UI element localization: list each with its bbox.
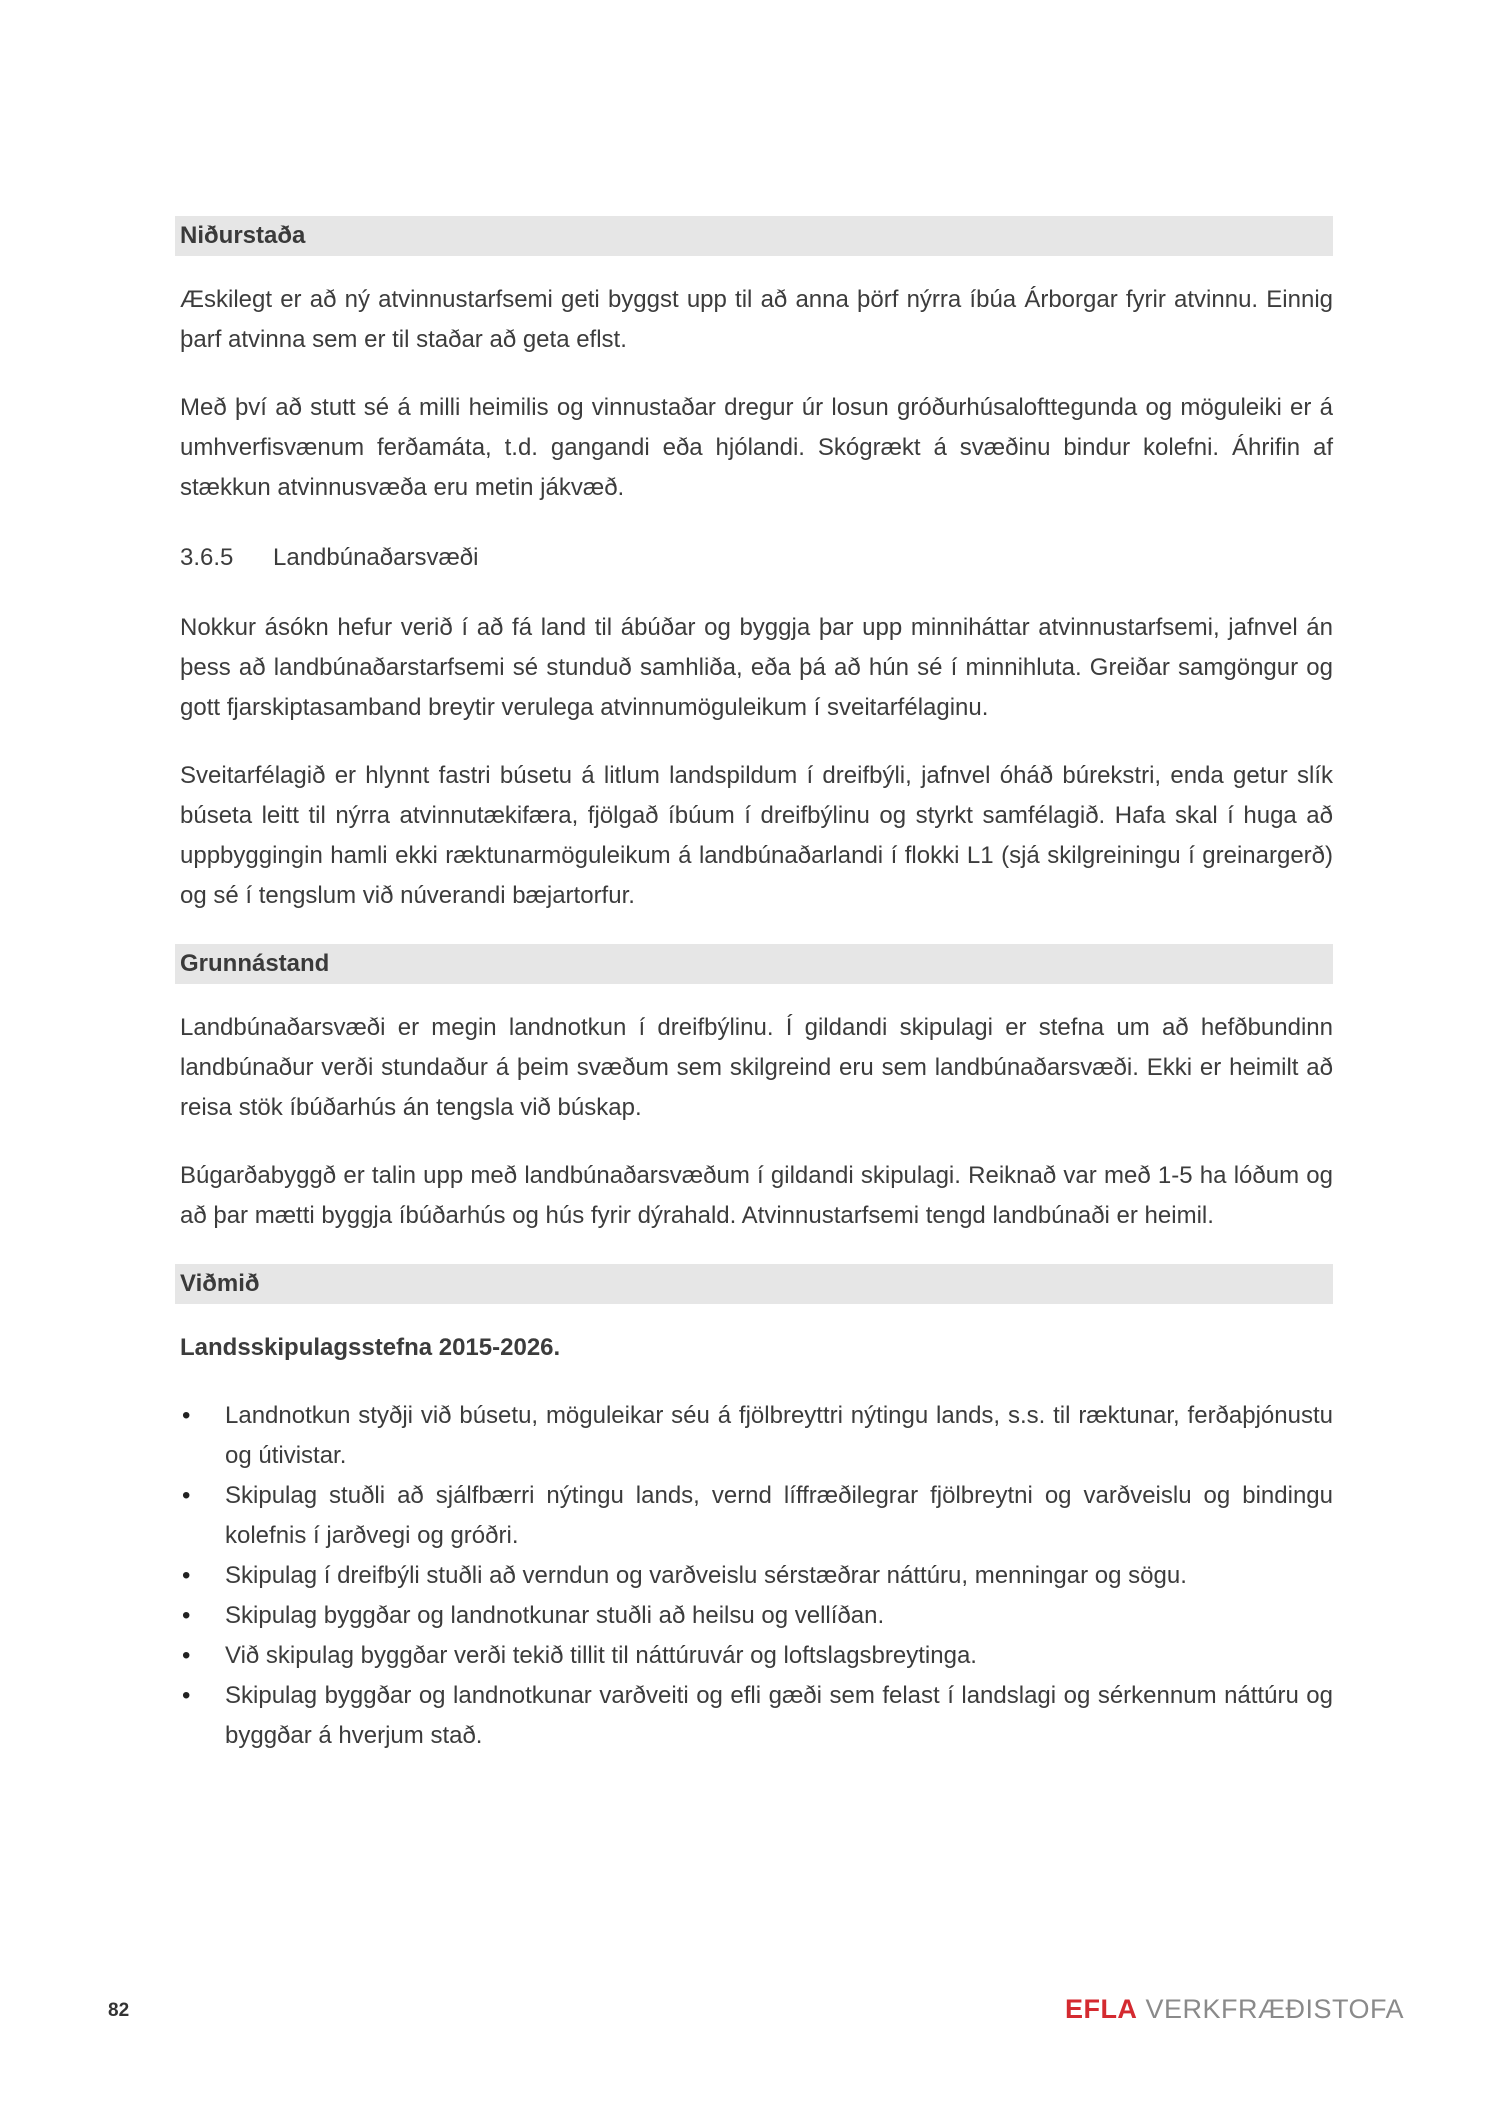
subsection-heading [175,538,1333,578]
list-item-text: Skipulag byggðar og landnotkunar stuðli að heilsu og vellíðan. [225,1602,885,1629]
bullet-icon: • [182,1602,191,1629]
list-item [175,1556,1333,1596]
paragraph: Sveitarfélagið er hlynnt fastri búsetu á litlum landspildum í dreifbýli, jafnvel óháð búrekstri, enda getur slík búseta leitt til nýrra atvinnutækifæra, fjölgað íbúum í dreifbýlinu og styrkt samfélagið. Hafa skal í huga að uppbyggingin hamli ekki ræktunarmöguleikum á landbúnaðarlandi í flokki L1 (sjá skilgreiningu í greinargerð) og sé í tengslum við núverandi bæjartorfur. [180,762,1333,909]
list-item [175,1396,1333,1476]
bullet-icon: • [182,1642,191,1669]
brand-logo [1065,1994,1404,2025]
bullet-icon: • [182,1562,191,1589]
page-number: 82 [108,2000,130,2021]
section-heading-grunnastand: Grunnástand [175,944,1333,984]
paragraph: Æskilegt er að ný atvinnustarfsemi geti byggst upp til að anna þörf nýrra íbúa Árborgar fyrir atvinnu. Einnig þarf atvinna sem er til staðar að geta eflst. [180,286,1333,353]
list-item-text: Við skipulag byggðar verði tekið tillit til náttúruvár og loftslagsbreytinga. [225,1642,977,1669]
paragraph: Landbúnaðarsvæði er megin landnotkun í dreifbýlinu. Í gildandi skipulagi er stefna um að hefðbundinn landbúnaður verði stundaður á þeim svæðum sem skilgreind eru sem landbúnaðarsvæði. Ekki er heimilt að reisa stök íbúðarhús án tengsla við búskap. [180,1014,1333,1121]
section-heading-nidurstada: Niðurstaða [175,216,1333,256]
brand-name: EFLA [1064,1994,1138,2024]
bullet-icon: • [182,1682,191,1709]
page-content [175,216,1333,1756]
list-item-text: Skipulag byggðar og landnotkunar varðveiti og efli gæði sem felast í landslagi og sérkennum náttúru og byggðar á hverjum stað. [225,1682,1333,1749]
paragraph: Nokkur ásókn hefur verið í að fá land til ábúðar og byggja þar upp minniháttar atvinnustarfsemi, jafnvel án þess að landbúnaðarstarfsemi sé stunduð samhliða, eða þá að hún sé í minnihluta. Greiðar samgöngur og gott fjarskiptasamband breytir verulega atvinnumöguleikum í sveitarfélaginu. [180,614,1333,721]
bullet-icon: • [182,1482,191,1509]
bullet-icon: • [182,1402,191,1429]
list-item [175,1676,1333,1756]
paragraph: Búgarðabyggð er talin upp með landbúnaðarsvæðum í gildandi skipulagi. Reiknað var með 1-5 ha lóðum og að þar mætti byggja íbúðarhús og hús fyrir dýrahald. Atvinnustarfsemi tengd landbúnaði er heimil. [180,1162,1333,1229]
subsection-title: Landbúnaðarsvæði [273,544,479,571]
list-item-text: Landnotkun styðji við búsetu, möguleikar séu á fjölbreyttri nýtingu lands, s.s. til ræktunar, ferðaþjónustu og útivistar. [225,1402,1333,1469]
subsection-number: 3.6.5 [180,544,234,571]
list-item [175,1636,1333,1676]
policy-title: Landsskipulagsstefna 2015-2026. [180,1334,561,1361]
section-heading-vidmid: Viðmið [175,1264,1333,1304]
paragraph: Með því að stutt sé á milli heimilis og vinnustaðar dregur úr losun gróðurhúsalofttegunda og möguleiki er á umhverfisvænum ferðamáta, t.d. gangandi eða hjólandi. Skógrækt á svæðinu bindur kolefni. Áhrifin af stækkun atvinnusvæða eru metin jákvæð. [180,394,1333,501]
policy-bullet-list [175,1396,1333,1756]
list-item-text: Skipulag í dreifbýli stuðli að verndun og varðveislu sérstæðrar náttúru, menningar og sögu. [225,1562,1187,1589]
list-item [175,1476,1333,1556]
list-item [175,1596,1333,1636]
brand-suffix: VERKFRÆÐISTOFA [1145,1994,1404,2024]
list-item-text: Skipulag stuðli að sjálfbærri nýtingu lands, vernd líffræðilegrar fjölbreytni og varðveislu og bindingu kolefnis í jarðvegi og gróðri. [225,1482,1333,1549]
